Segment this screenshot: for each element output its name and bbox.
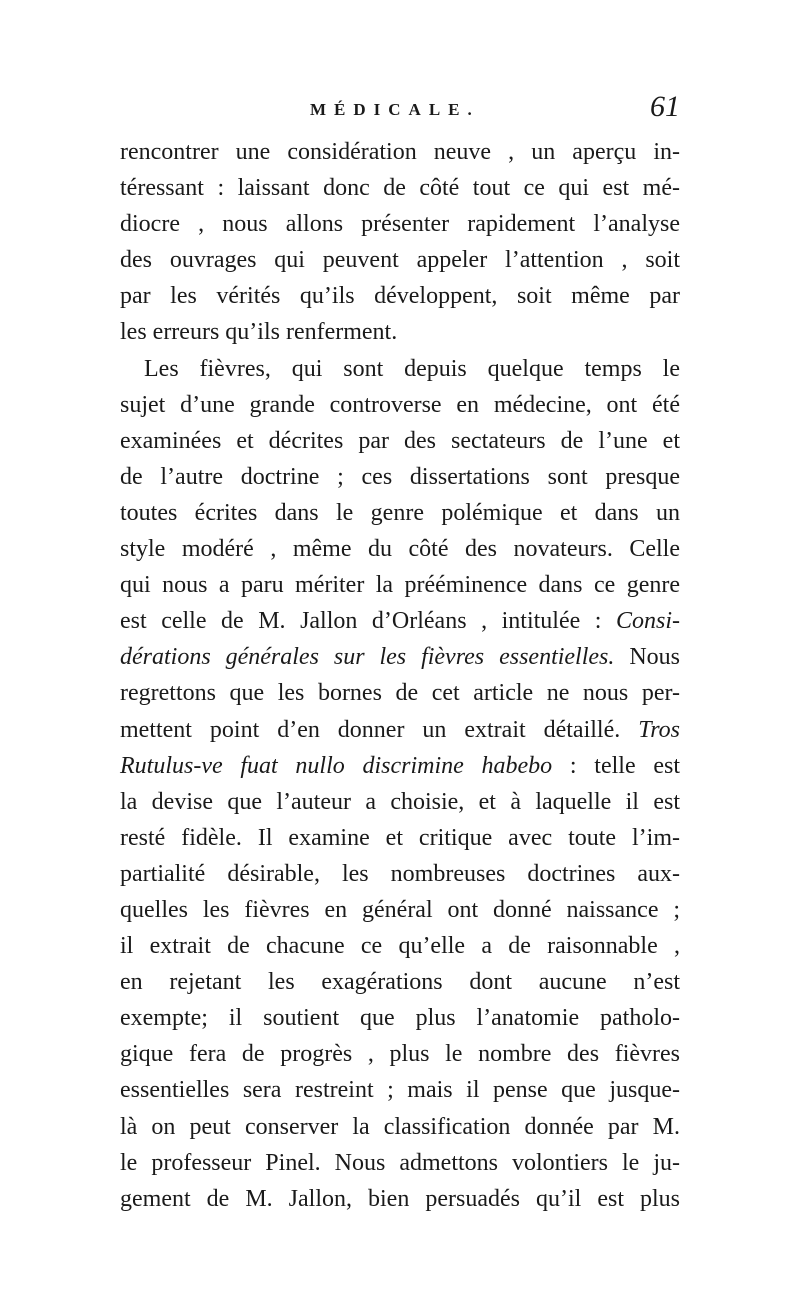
text-line: par les vérités qu’ils développent, soit même par — [120, 283, 680, 310]
text-line: en rejetant les exagérations dont aucune n’est — [120, 969, 680, 996]
text-line: les erreurs qu’ils renferment. — [120, 319, 398, 346]
text-line: resté fidèle. Il examine et critique avec toute l’im- — [120, 824, 680, 851]
italic-segment: dérations générales sur les fièvres essentielles. — [120, 644, 615, 671]
text-line: partialité désirable, les nombreuses doctrines aux- — [120, 860, 680, 887]
text-line: examinées et décrites par des sectateurs de l’une et — [120, 427, 680, 454]
text-line — [120, 639, 680, 675]
text-line: exempte; il soutient que plus l’anatomie patholo- — [120, 1005, 680, 1032]
text-line: toutes écrites dans le genre polémique et dans un — [120, 499, 680, 526]
running-title: MÉDICALE. — [310, 100, 480, 119]
text-line: de l’autre doctrine ; ces dissertations sont presque — [120, 463, 680, 490]
text-segment: mettent point d’en donner un extrait détaillé. — [120, 716, 639, 743]
italic-segment: Consi- — [615, 608, 680, 635]
text-line: gique fera de progrès , plus le nombre des fièvres — [120, 1041, 680, 1068]
text-line: gement de M. Jallon, bien persuadés qu’il est plus — [120, 1185, 680, 1212]
text-segment: Nous — [614, 644, 680, 671]
text-line: Les fièvres, qui sont depuis quelque temps le — [144, 355, 680, 382]
italic-segment: Rutulus-ve fuat nullo discrimine habebo — [120, 752, 553, 779]
text-line: le professeur Pinel. Nous admettons volontiers le ju- — [120, 1149, 680, 1176]
body-text — [120, 134, 680, 1217]
text-line: qui nous a paru mériter la prééminence dans ce genre — [120, 572, 680, 599]
text-line: il extrait de chacune ce qu’elle a de raisonnable , — [120, 933, 680, 960]
italic-segment: Tros — [638, 716, 680, 743]
text-line: quelles les fièvres en général ont donné naissance ; — [120, 896, 680, 923]
page-number: 61 — [650, 90, 680, 123]
text-line: regrettons que les bornes de cet article ne nous per- — [120, 680, 680, 707]
text-line — [120, 603, 680, 639]
running-head — [120, 90, 680, 132]
text-line: diocre , nous allons présenter rapidement l’analyse — [120, 211, 680, 238]
text-line: des ouvrages qui peuvent appeler l’attention , soit — [120, 247, 680, 274]
text-line: essentielles sera restreint ; mais il pense que jusque- — [120, 1077, 680, 1104]
text-line — [120, 712, 680, 748]
text-line: la devise que l’auteur a choisie, et à laquelle il est — [120, 788, 680, 815]
text-segment: est celle de M. Jallon d’Orléans , intitulée : — [120, 608, 616, 635]
text-line: sujet d’une grande controverse en médecine, ont été — [120, 391, 680, 418]
text-line: rencontrer une considération neuve , un aperçu in- — [120, 139, 680, 165]
text-line: téressant : laissant donc de côté tout ce qui est mé- — [120, 175, 680, 202]
text-line: là on peut conserver la classification donnée par M. — [120, 1113, 680, 1140]
text-segment: : telle est — [552, 752, 681, 779]
text-line — [120, 748, 680, 784]
text-line: style modéré , même du côté des novateurs. Celle — [120, 536, 680, 563]
